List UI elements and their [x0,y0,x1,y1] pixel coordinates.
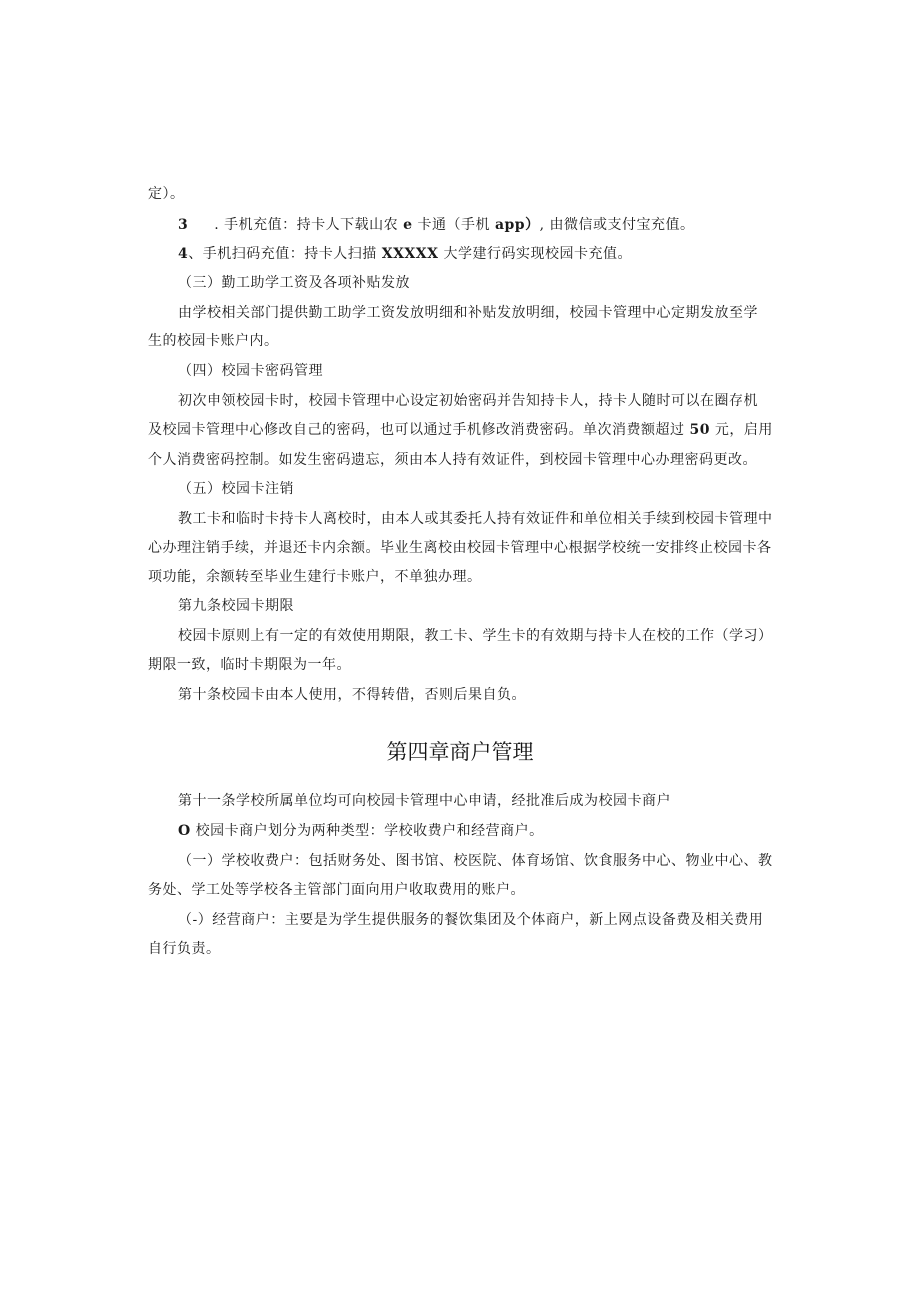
list-item-mobile-topup [178,215,695,235]
text-line: 第十条校园卡由本人使用，不得转借，否则后果自负。 [178,687,526,703]
section-heading: （三）勤工助学工资及各项补贴发放 [178,275,410,291]
text-segment: 校园卡商户划分为两种类型：学校收费户和经营商户。 [190,823,544,839]
text-line: 校园卡原则上有一定的有效使用期限，教工卡、学生卡的有效期与持卡人在校的工作（学习） [178,628,773,644]
text-segment-bold: O [178,823,191,839]
text-line: 生的校园卡账户内。 [148,333,279,349]
text-line [178,821,544,841]
list-item-scan-topup [178,244,632,264]
text-line: （一）学校收费户：包括财务处、图书馆、校医院、体育场馆、饮食服务中心、物业中心、教 [178,853,773,869]
text-segment-bold: 50 [689,422,710,438]
section-heading: （五）校园卡注销 [178,481,294,497]
text-line: 由学校相关部门提供勤工助学工资发放明细和补贴发放明细，校园卡管理中心定期发放至学 [178,305,758,321]
text-line: 务处、学工处等学校各主管部门面向用户收取费用的账户。 [148,882,525,898]
list-number: 3 [178,217,189,233]
text-line: 教工卡和临时卡持卡人离校时，由本人或其委托人持有效证件和单位相关手续到校园卡管理中 [178,511,773,527]
text-segment: 元，启用 [709,422,773,438]
article-heading: 第九条校园卡期限 [178,598,294,614]
text-segment: 卡通（手机 [412,217,495,233]
text-line: 定）。 [148,186,185,202]
text-segment: . 手机充值：持卡人下载山农 [214,217,404,233]
text-line: 第十一条学校所属单位均可向校园卡管理中心申请，经批准后成为校园卡商户 [178,793,671,809]
text-segment-bold: e [403,217,413,233]
chapter-title: 第四章商户管理 [386,740,534,764]
text-segment-bold: XXXXX [381,246,439,262]
text-line [148,420,773,440]
section-heading: （四）校园卡密码管理 [178,363,323,379]
text-line: 初次申领校园卡时，校园卡管理中心设定初始密码并告知持卡人，持卡人随时可以在圈存机 [178,393,758,409]
text-segment: 及校园卡管理中心修改自己的密码，也可以通过手机修改消费密码。单次消费额超过 [148,422,690,438]
text-line: 自行负责。 [148,941,221,957]
list-number: 4 [178,246,189,262]
text-segment: 、手机扫码充值：持卡人扫描 [188,246,382,262]
text-line: 心办理注销手续，并退还卡内余额。毕业生离校由校园卡管理中心根据学校统一安排终止校园卡各 [148,540,772,556]
text-line: 项功能，余额转至毕业生建行卡账户，不单独办理。 [148,569,482,585]
text-segment-bold: app） [494,217,540,233]
text-line: 个人消费密码控制。如发生密码遗忘，须由本人持有效证件，到校园卡管理中心办理密码更改。 [148,452,757,468]
text-line: 期限一致，临时卡期限为一年。 [148,657,351,673]
text-segment: , 由微信或支付宝充值。 [539,217,695,233]
text-line: （-）经营商户：主要是为学生提供服务的餐饮集团及个体商户，新上网点设备费及相关费用 [178,912,764,928]
text-segment: 大学建行码实现校园卡充值。 [438,246,632,262]
